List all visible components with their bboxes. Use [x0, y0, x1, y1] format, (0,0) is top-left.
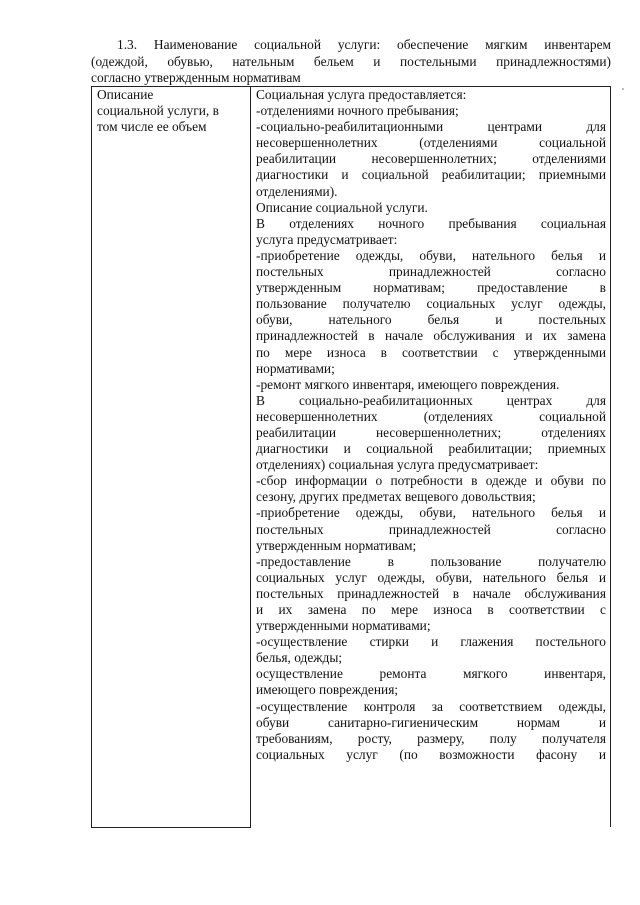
content-line: постельных принадлежностей согласно [256, 521, 606, 537]
content-line: пользование получателю социальных услуг одежды, [256, 296, 606, 312]
content-line: отделениях) социальная услуга предусматривает: [256, 457, 539, 473]
content-line: и их замена по мере износа в соответствии с [256, 602, 606, 617]
content-line: реабилитации несовершеннолетних; отделениями [256, 151, 606, 167]
content-line: диагностики и социальной реабилитации; приемными [256, 167, 606, 183]
content-line: -сбор информации о потребности в одежде и обуви по [256, 473, 606, 489]
content-line: социальных услуг одежды, обуви, нательного белья и [256, 569, 606, 585]
content-line: принадлежностей в начале обслуживания и их замена [256, 328, 606, 344]
content-line: -осуществление стирки и глажения постельного [256, 634, 606, 650]
content-line: Описание социальной услуги. [256, 199, 428, 215]
service-description-table [91, 86, 611, 828]
content-line: по мере износа в соответствии с утвержденными [256, 344, 606, 360]
label-line: том числе ее объем [97, 119, 207, 135]
table-row [92, 87, 611, 828]
content-line: -ремонт мягкого инвентаря, имеющего повреждения. [256, 376, 560, 392]
content-line: -предоставление в пользование получателю [256, 553, 606, 569]
heading-line: (одеждой, обувью, нательным бельем и постельными принадлежностями) [91, 53, 611, 69]
content-line: -приобретение одежды, обуви, нательного белья и [256, 505, 606, 521]
content-cell [251, 87, 611, 828]
content-line: -социально-реабилитационными центрами для [256, 119, 606, 135]
content-line: социальных услуг (по возможности фасону и [256, 746, 606, 762]
content-line: отделениями). [256, 183, 338, 199]
content-line: В отделениях ночного пребывания социальная [256, 215, 606, 231]
content-line: Социальная услуга предоставляется: [256, 87, 467, 102]
content-line: сезону, других предметах вещевого довольствия; [256, 489, 536, 505]
content-line: требованиям, росту, размеру, полу получателя [256, 730, 606, 746]
scan-speck [622, 88, 624, 90]
content-line: -приобретение одежды, обуви, нательного белья и [256, 247, 606, 263]
label-cell [92, 87, 251, 828]
label-line: социальной услуги, в [97, 103, 219, 119]
content-line: постельных принадлежностей в начале обслуживания [256, 585, 606, 601]
label-cell-text [97, 87, 247, 135]
content-line: обуви, нательного белья и постельных [256, 312, 606, 328]
content-cell-text [256, 87, 606, 763]
heading-line: 1.3. Наименование социальной услуги: обеспечение мягким инвентарем [117, 37, 611, 52]
content-line: реабилитации несовершеннолетних; отделениях [256, 424, 606, 440]
content-line: -осуществление контроля за соответствием одежды, [256, 698, 606, 714]
label-line: Описание [97, 87, 154, 102]
content-line: белья, одежды; [256, 650, 343, 666]
content-line: имеющего повреждения; [256, 682, 399, 698]
content-line: утвержденными нормативами; [256, 618, 431, 634]
content-line: утвержденным нормативам; предоставление в [256, 280, 606, 296]
content-line: нормативами; [256, 360, 335, 376]
content-line: услуга предусматривает: [256, 231, 398, 247]
content-line: постельных принадлежностей согласно [256, 264, 606, 280]
content-line: В социально-реабилитационных центрах для [256, 392, 606, 408]
content-line: утвержденным нормативам; [256, 537, 417, 553]
content-line: несовершеннолетних (отделениях социальной [256, 408, 606, 424]
heading-line: согласно утвержденным нормативам [91, 70, 301, 85]
content-line: обуви санитарно-гигиеническим нормам и [256, 714, 606, 730]
content-line: осуществление ремонта мягкого инвентаря, [256, 666, 606, 682]
content-line: -отделениями ночного пребывания; [256, 103, 459, 119]
content-line: диагностики и социальной реабилитации; приемных [256, 441, 606, 457]
service-heading [91, 37, 611, 87]
content-line: несовершеннолетних (отделениями социальной [256, 135, 606, 151]
